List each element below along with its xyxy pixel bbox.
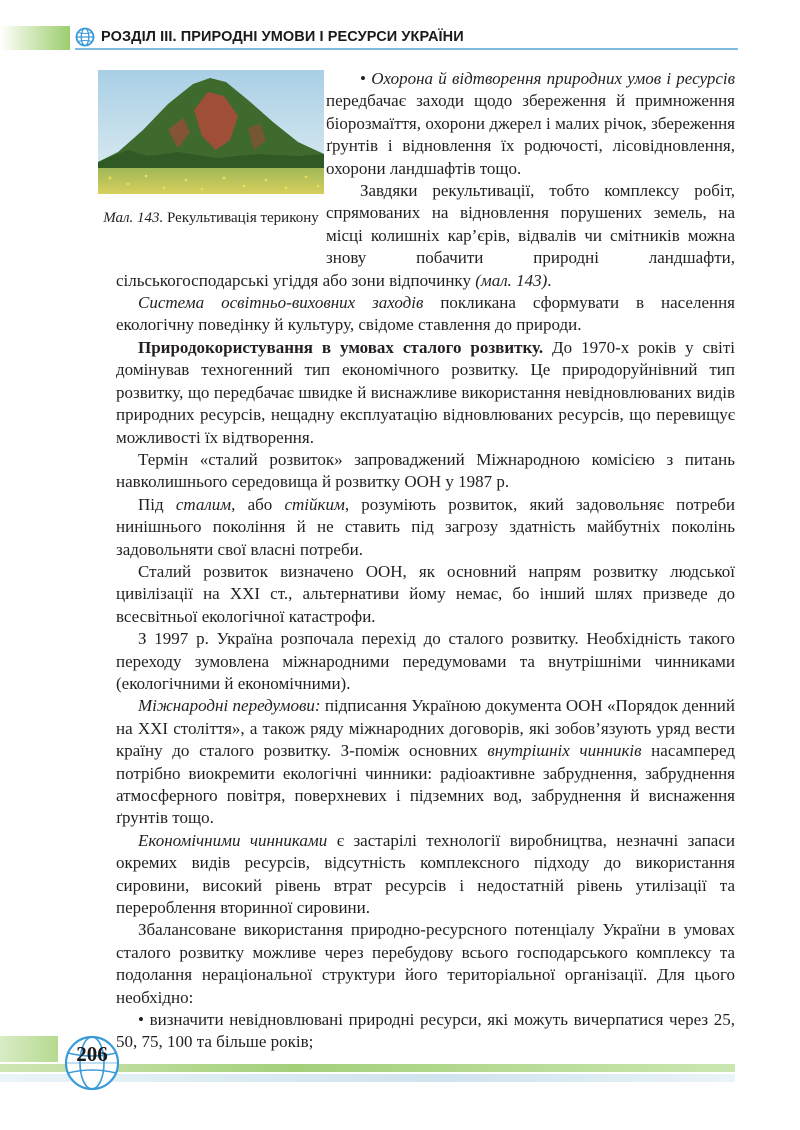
page-number: 206 [76,1042,108,1066]
paragraph-text: є застарілі технології виробництва, незначні запаси окремих видів ресурсів, відсутність комплексного підходу до використання сировини, високий рівень втрат ресурсів і недостатній рівень утилізації та перероблення вторинної сировини. [116,830,735,918]
figure-number: Мал. 143. [103,210,164,226]
paragraph-text: насамперед потрібно виокремити екологічні чинники: радіоактивне забруднення, забруднення атмосферного повітря, поверхневих і підземних вод, забруднення й виснаження ґрунтів тощо. [116,741,735,828]
term-italic: Економічними чинниками [138,830,328,850]
term-italic: сталим, [175,494,236,514]
paragraph-text: . [547,270,552,290]
term-italic: Охорона й відтворення природних умов і ресурсів [371,69,735,88]
bullet: • [360,69,372,88]
figure-ref: (мал. 143) [475,270,548,290]
term-italic: Система освітньо-виховних заходів [138,293,424,313]
paragraph-text: покликана сформувати в населення екологічну поведінку й культуру, свідоме ставлення до природи. [116,293,735,335]
paragraph [116,830,735,920]
paragraph-text: підписання Україною документа ООН «Порядок денний на ХХІ століття», а також ряду міжнародних договорів, які зобов’язують уряд вести країну до сталого розвитку. З-поміж основних [116,696,736,761]
paragraph-text: До 1970-х років у світі домінував техногенний тип економічного розвитку. Це природоруйнівний тип розвитку, що передбачає швидке й виснажливе використання невідновлюваних видів природних ресурсів, нещадну експлуатацію відновлюваних ресурсів, що перевищує можливості їх відтворення. [116,337,735,447]
header-decor-band [0,26,70,50]
paragraph-text: Під [138,494,176,514]
bullet: • [138,1010,150,1030]
globe-icon [75,27,95,47]
figure-caption-text: Рекультивація терикону [163,210,319,226]
paragraph: Термін «сталий розвиток» запроваджений Міжнародною комісією з питань навколишнього середовища й розвитку ООН у 1987 р. [116,449,735,492]
paragraph: Сталий розвиток визначено ООН, як основний напрям розвитку людської цивілізації на ХХІ ст., альтернативи йому немає, бо інший шлях призведе до всесвітньої екологічної катастрофи. [116,561,735,626]
section-title: РОЗДІЛ ІІІ. ПРИРОДНІ УМОВИ І РЕСУРСИ УКРАЇНИ [101,29,464,45]
paragraph: Збалансоване використання природно-ресурсного потенціалу України в умовах сталого розвитку можливе через перебудову всього господарського комплексу та подолання нераціональної структури його територіальної організації. Для цього необхідно: [116,920,735,1007]
footer-decor-band [0,1036,58,1062]
paragraph-text: або [235,494,285,514]
term-italic: внутрішніх чинників [487,741,642,761]
paragraph [116,337,735,449]
list-item-text: визначити невідновлювані природні ресурси, які можуть вичерпатися через 25, 50, 75, 100 та більше років; [116,1010,735,1052]
paragraph [116,695,735,829]
paragraph-text: Завдяки рекультивації, тобто комплексу робіт, спрямованих на відновлення порушених земель, на місці колишніх кар’єрів, відвалів чи смітників можна знову побачити природні ландшафти, сільськогосподарські угіддя або зони відпочинку [116,181,735,290]
list-item [116,1009,735,1054]
term-italic: стійким [284,494,345,514]
header-rule [75,48,738,50]
term-italic: Міжнародні передумови: [138,696,321,716]
paragraph-text: передбачає заходи щодо збереження й примноження біорозмаїття, охорони джерел і малих річок, збереження ґрунтів і відновлення їх родючості, лісовідновлення, охорони ландшафтів тощо. [326,91,735,178]
subheading: Природокористування в умовах сталого розвитку. [138,337,544,357]
figure-spacer [98,68,326,264]
paragraph: З 1997 р. Україна розпочала перехід до сталого розвитку. Необхідність такого переходу зумовлена міжнародними передумовами та внутрішніми чинниками (екологічними й економічними). [116,629,735,693]
body-text [116,68,735,1054]
paragraph [116,292,735,337]
paragraph [116,494,735,561]
paragraph-text: , розуміють розвиток, який задовольняє потреби нинішнього покоління й не ставить під загрозу здатність майбутніх поколінь задовольняти свої власні потреби. [116,494,735,559]
